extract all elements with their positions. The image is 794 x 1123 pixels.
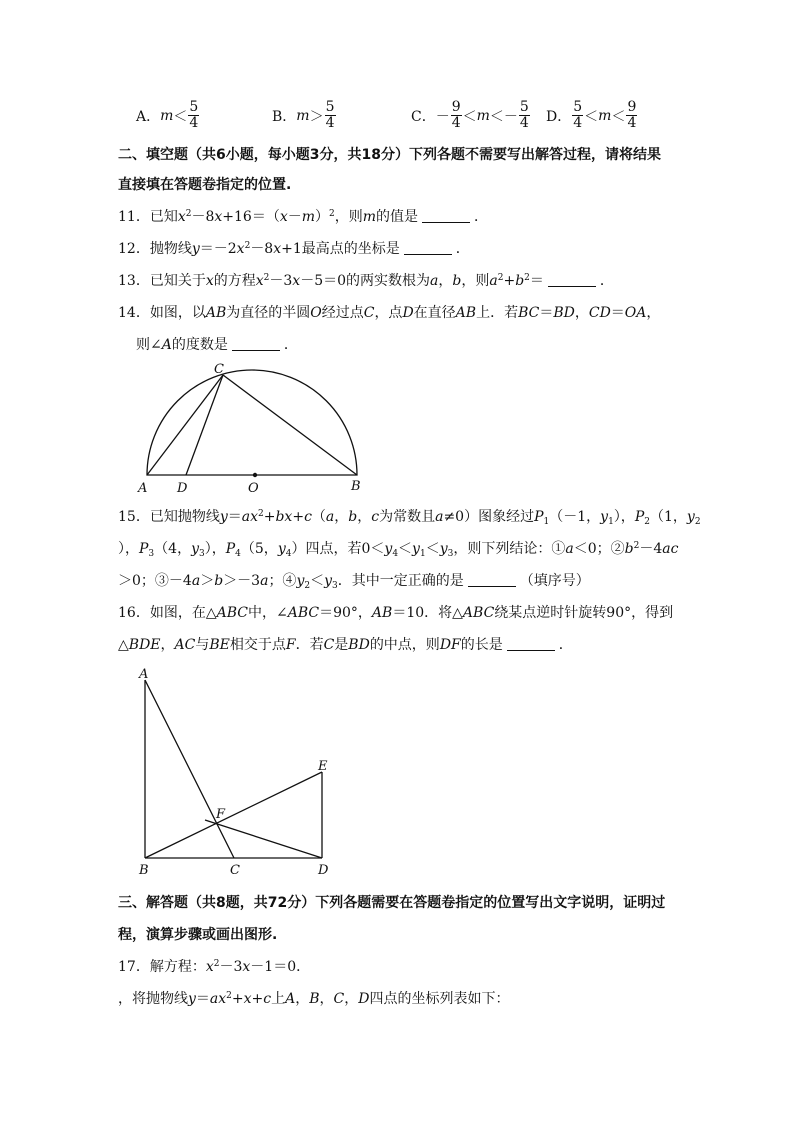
question-15-cont: ），$P_3(4$，$y_3$），$P_4(5$，$y_4$）四点，若$0<y_4<y_1<y_3$，则下列结论：①a＜0；$②b^2-4ac$ <box>118 541 679 559</box>
label-c2: C <box>230 863 240 878</box>
label-a: A <box>138 481 148 496</box>
answer-blank <box>507 637 555 651</box>
option-a: A． m ＜ $\frac{5}{4}$ <box>136 99 199 131</box>
section-3-heading-cont: 程，演算步骤或画出图形. <box>118 927 278 943</box>
question-12: 12．抛物线$y=-2x^2-8x+1$最高点的坐标是 ． <box>118 241 470 257</box>
label-f: F <box>216 807 226 822</box>
label-e: E <box>318 759 328 774</box>
question-16-cont: △BDE，AC与BE相交于点F．若C是BD的中点，则DF的长是 ． <box>118 637 573 653</box>
label-d: D <box>177 481 188 496</box>
label-o: O <box>248 481 259 496</box>
option-b: B． m ＞ $\frac{5}{4}$ <box>272 99 335 131</box>
question-18: ，将抛物线$y=ax^2+x+c$上A，B，C，D四点的坐标列表如下： <box>118 991 510 1007</box>
question-11: 11．已知$x^2-8x+16=(x-m)^2$，则m的值是 ． <box>118 209 489 225</box>
section-2-heading: 二、填空题（共6小题，每小题3分，共18分）下列各题不需要写出解答过程，请将结果 <box>118 147 661 163</box>
question-15-cont2: ＞0；③－4a＞b＞－3a；$④y_2<y_3$．其中一定正确的是 （填序号） <box>118 573 590 591</box>
question-16: 16．如图，在△ABC中，∠ABC＝90°，AB＝10．将△ABC绕某点逆时针旋转90°，得到 <box>118 605 674 621</box>
label-d2: D <box>318 863 329 878</box>
fraction: $\frac{5}{4}$ <box>325 99 335 131</box>
label-a2: A <box>139 667 149 682</box>
option-d: D． $\frac{5}{4}$ ＜ m ＜ $\frac{9}{4}$ <box>546 99 637 131</box>
question-14-cont: 则∠A的度数是 ． <box>136 337 298 353</box>
fraction: $\frac{9}{4}$ <box>627 99 637 131</box>
answer-blank <box>468 573 516 587</box>
fraction: $\frac{5}{4}$ <box>573 99 583 131</box>
label-b: B <box>351 479 361 494</box>
label-c: C <box>214 362 224 377</box>
option-c: C． － $\frac{9}{4}$ ＜ m ＜ － $\frac{5}{4}$ <box>411 99 529 131</box>
label-b2: B <box>139 863 149 878</box>
fraction: $\frac{5}{4}$ <box>189 99 199 131</box>
question-15: 15．已知抛物线$y=ax^2+bx+c(a$，b，c为常数且a≠0）图象经过$P_1(-1$，$y_1$），$P_2(1$，$y_2$ <box>118 509 701 527</box>
fraction: $\frac{9}{4}$ <box>451 99 461 131</box>
question-14: 14．如图，以AB为直径的半圆O经过点C，点D在直径AB上．若BC＝BD，CD＝OA， <box>118 305 661 321</box>
question-17: 17．解方程：$x^2-3x-1=0$． <box>118 959 311 975</box>
section-3-heading: 三、解答题（共8题，共72分）下列各题需要在答题卷指定的位置写出文字说明，证明过 <box>118 895 666 911</box>
question-13: 13．已知关于x的方程$x^2-3x-5=0$的两实数根为a，b，则$a^2+b^2=$ ． <box>118 273 614 289</box>
section-2-heading-cont: 直接填在答题卷指定的位置. <box>118 177 292 193</box>
fraction: $\frac{5}{4}$ <box>519 99 529 131</box>
